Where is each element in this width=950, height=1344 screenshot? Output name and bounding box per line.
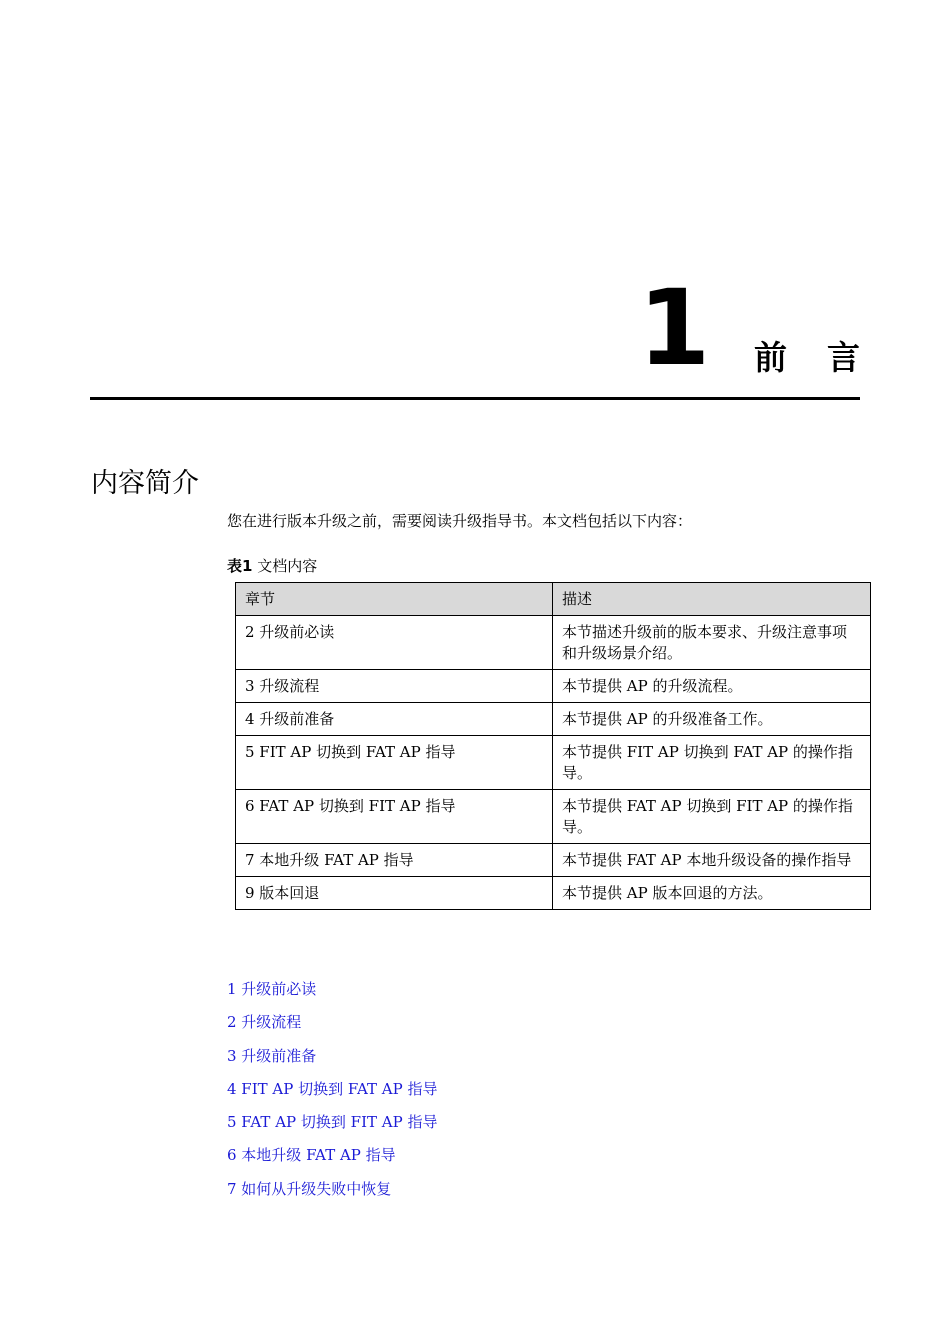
table-row — [236, 844, 871, 877]
table-cell-description: 本节提供 FAT AP 本地升级设备的操作指导 — [553, 844, 871, 877]
table-cell-chapter: 9 版本回退 — [236, 877, 553, 910]
table-caption-text: 文档内容 — [252, 557, 318, 575]
table-row — [236, 877, 871, 910]
table-cell-chapter: 6 FAT AP 切换到 FIT AP 指导 — [236, 790, 553, 844]
list-item — [227, 1108, 437, 1141]
list-item — [227, 1008, 437, 1041]
link-recover-from-failure[interactable]: 7 如何从升级失败中恢复 — [227, 1179, 392, 1198]
link-upgrade-preparation[interactable]: 3 升级前准备 — [227, 1046, 317, 1065]
chapter-divider — [90, 397, 860, 400]
section-title: 内容简介 — [91, 468, 199, 499]
intro-paragraph: 您在进行版本升级之前，需要阅读升级指导书。本文档包括以下内容： — [227, 512, 693, 530]
table-cell-description: 本节提供 FIT AP 切换到 FAT AP 的操作指导。 — [553, 736, 871, 790]
table-cell-description: 本节提供 AP 的升级流程。 — [553, 670, 871, 703]
table-header-row — [236, 583, 871, 616]
table-cell-chapter: 2 升级前必读 — [236, 616, 553, 670]
chapter-title: 前言 — [754, 338, 900, 377]
table-cell-chapter: 5 FIT AP 切换到 FAT AP 指导 — [236, 736, 553, 790]
table-row — [236, 670, 871, 703]
table-caption — [227, 554, 317, 578]
list-item — [227, 1141, 437, 1174]
link-upgrade-process[interactable]: 2 升级流程 — [227, 1013, 302, 1032]
list-item — [227, 1075, 437, 1108]
table-cell-description: 本节提供 FAT AP 切换到 FIT AP 的操作指导。 — [553, 790, 871, 844]
chapter-link-list — [227, 975, 437, 1208]
link-fit-to-fat[interactable]: 4 FIT AP 切换到 FAT AP 指导 — [227, 1079, 438, 1098]
table-cell-chapter: 3 升级流程 — [236, 670, 553, 703]
table-row — [236, 736, 871, 790]
contents-table — [235, 582, 871, 910]
table-caption-label: 表1 — [227, 557, 253, 575]
table-cell-chapter: 7 本地升级 FAT AP 指导 — [236, 844, 553, 877]
table-row — [236, 616, 871, 670]
list-item — [227, 1175, 437, 1208]
table-row — [236, 703, 871, 736]
table-row — [236, 790, 871, 844]
link-upgrade-prerequisites[interactable]: 1 升级前必读 — [227, 980, 317, 998]
table-header-chapter: 章节 — [236, 583, 553, 616]
link-local-upgrade-fat[interactable]: 6 本地升级 FAT AP 指导 — [227, 1146, 396, 1165]
list-item — [227, 1042, 437, 1075]
table-cell-description: 本节提供 AP 的升级准备工作。 — [553, 703, 871, 736]
chapter-number: 1 — [638, 267, 711, 389]
list-item — [227, 975, 437, 1008]
table-header-description: 描述 — [553, 583, 871, 616]
table-cell-description: 本节描述升级前的版本要求、升级注意事项和升级场景介绍。 — [553, 616, 871, 670]
link-fat-to-fit[interactable]: 5 FAT AP 切换到 FIT AP 指导 — [227, 1113, 438, 1132]
table-cell-chapter: 4 升级前准备 — [236, 703, 553, 736]
table-cell-description: 本节提供 AP 版本回退的方法。 — [553, 877, 871, 910]
